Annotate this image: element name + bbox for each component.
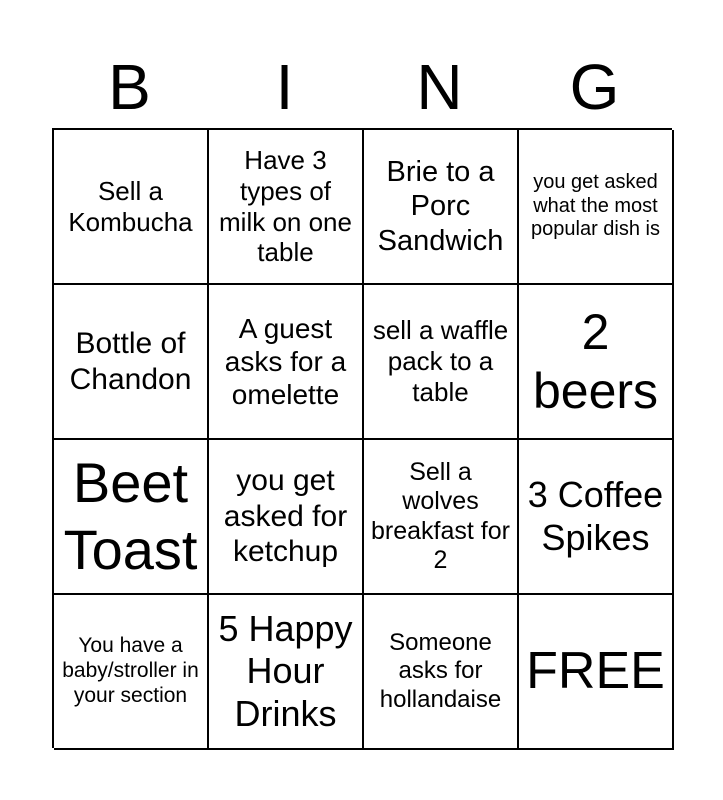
cell-text: Brie to a Porc Sandwich [377, 156, 504, 257]
bingo-cell[interactable] [54, 285, 209, 440]
cell-text: A guest asks for a omelette [224, 312, 347, 411]
cell-text: 3 Coffee Spikes [527, 474, 664, 558]
bingo-cell[interactable] [209, 595, 364, 750]
cell-text: 2 beers [532, 303, 659, 419]
bingo-header [52, 46, 672, 128]
bingo-cell[interactable] [519, 285, 674, 440]
bingo-grid [52, 128, 672, 748]
bingo-cell[interactable] [364, 130, 519, 285]
cell-text: Someone asks for hollandaise [379, 629, 502, 713]
bingo-cell[interactable] [54, 130, 209, 285]
cell-text: Sell a wolves breakfast for 2 [371, 457, 510, 574]
cell-text: Bottle of Chandon [69, 327, 192, 396]
cell-text: You have a baby/stroller in your section [62, 634, 199, 707]
cell-text: 5 Happy Hour Drinks [218, 607, 353, 734]
header-letter-i: I [275, 51, 294, 123]
bingo-cell[interactable] [54, 440, 209, 595]
bingo-cell[interactable] [519, 440, 674, 595]
cell-text: Have 3 types of milk on one table [219, 145, 352, 268]
bingo-cell-free[interactable] [519, 595, 674, 750]
header-letter-n: N [416, 51, 463, 123]
cell-text: you get asked what the most popular dish is [531, 171, 660, 241]
cell-text: Sell a Kombucha [68, 175, 193, 237]
bingo-cell[interactable] [54, 595, 209, 750]
bingo-cell[interactable] [364, 595, 519, 750]
bingo-cell[interactable] [364, 440, 519, 595]
bingo-cell[interactable] [209, 130, 364, 285]
bingo-cell[interactable] [519, 130, 674, 285]
bingo-cell[interactable] [364, 285, 519, 440]
cell-text: FREE [526, 641, 665, 700]
cell-text: you get asked for ketchup [223, 464, 348, 569]
header-letter-b: B [108, 51, 151, 123]
header-letter-g: G [569, 51, 620, 123]
bingo-cell[interactable] [209, 440, 364, 595]
bingo-cell[interactable] [209, 285, 364, 440]
cell-text: sell a waffle pack to a table [372, 315, 509, 407]
cell-text: Beet Toast [63, 451, 198, 581]
